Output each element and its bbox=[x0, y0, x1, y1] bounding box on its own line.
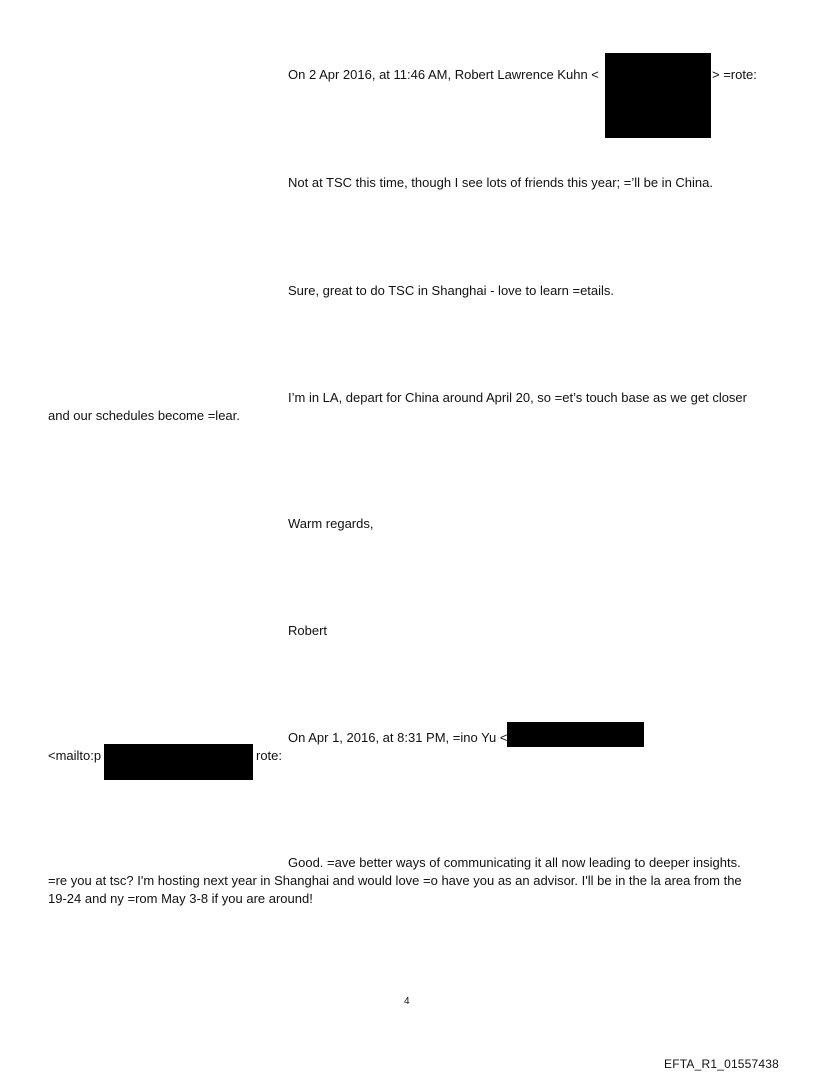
redacted-email-address bbox=[605, 53, 711, 138]
document-id-footer: EFTA_R1_01557438 bbox=[664, 1057, 780, 1071]
redacted-email-address bbox=[104, 744, 253, 780]
body-paragraph: Not at TSC this time, though I see lots of friends this year; =’ll be in China. bbox=[288, 175, 713, 190]
page-number: 4 bbox=[404, 996, 410, 1007]
redacted-email-address bbox=[507, 722, 644, 747]
quoted-message-line: 19-24 and ny =rom May 3-8 if you are around! bbox=[48, 891, 313, 906]
email-header-kuhn-suffix: > =rote: bbox=[712, 67, 757, 82]
email-header-yu-line1: On Apr 1, 2016, at 8:31 PM, =ino Yu < bbox=[288, 730, 508, 745]
closing-line: Warm regards, bbox=[288, 516, 374, 531]
email-header-yu-mailto-prefix: <mailto:p bbox=[48, 748, 102, 763]
email-header-yu-mailto-suffix: rote: bbox=[256, 748, 283, 763]
body-paragraph-line: I’m in LA, depart for China around April 20, so =et’s touch base as we get closer bbox=[288, 390, 747, 405]
signature-name: Robert bbox=[288, 623, 328, 638]
quoted-message-line: =re you at tsc? I'm hosting next year in Shanghai and would love =o have you as an advisor. I'll be in the la area from the bbox=[48, 873, 742, 888]
body-paragraph: Sure, great to do TSC in Shanghai - love to learn =etails. bbox=[288, 283, 615, 298]
body-paragraph-line: and our schedules become =lear. bbox=[48, 408, 240, 423]
quoted-message-line: Good. =ave better ways of communicating it all now leading to deeper insights. bbox=[288, 855, 741, 870]
email-header-kuhn-prefix: On 2 Apr 2016, at 11:46 AM, Robert Lawrence Kuhn < bbox=[288, 67, 599, 82]
